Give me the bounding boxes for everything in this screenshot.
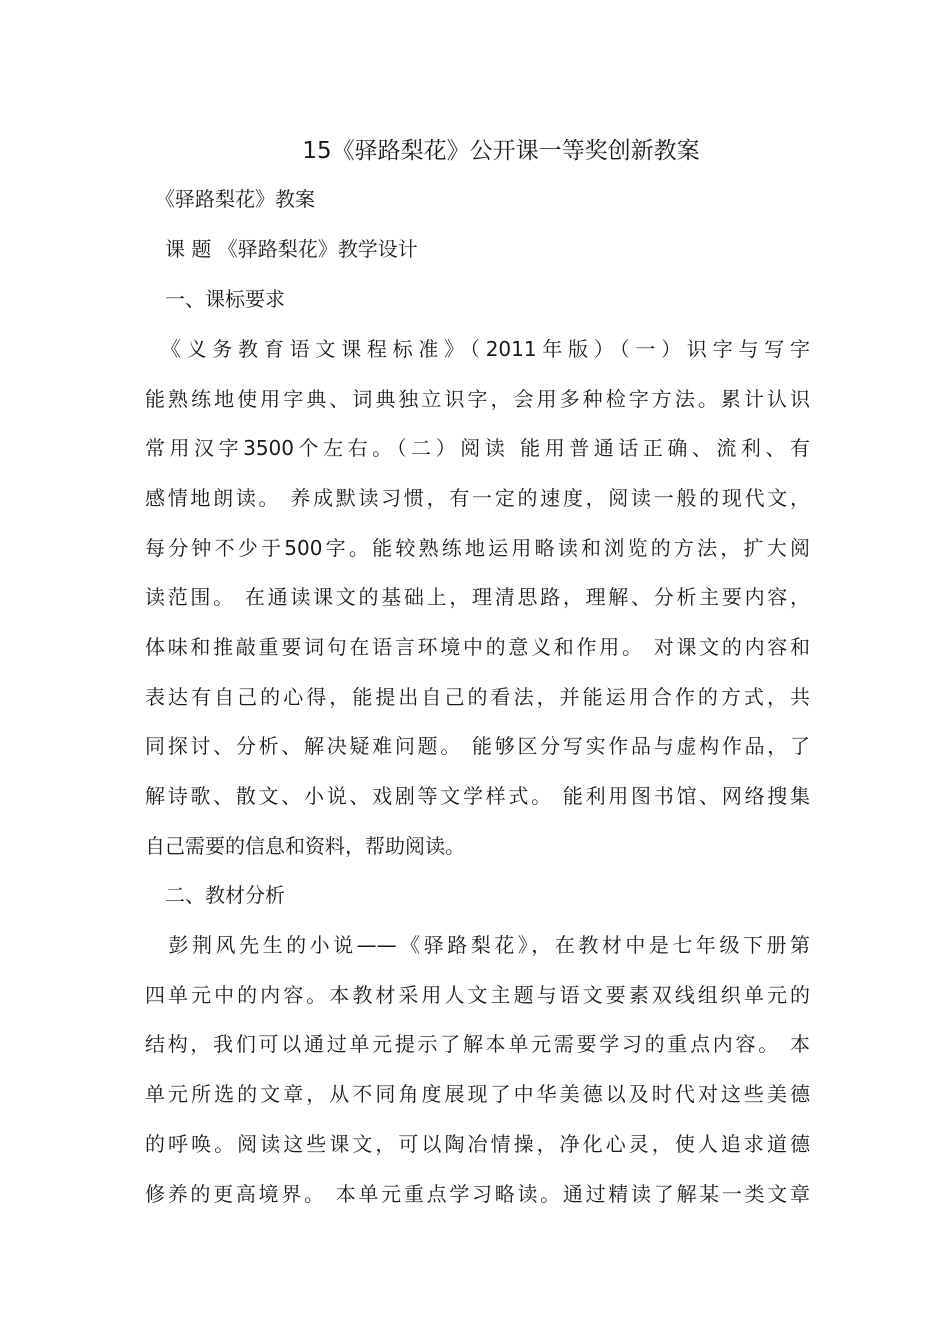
text-line: 表达有自己的心得，能提出自己的看法，并能运用合作的方式，共 [145, 685, 810, 709]
text-line: 《驿路梨花》教案 [145, 187, 315, 211]
document-title: 15《驿路梨花》公开课一等奖创新教案 [302, 138, 700, 164]
text-line: 单元所选的文章，从不同角度展现了中华美德以及时代对这些美德 [145, 1082, 810, 1106]
text-line: 常用汉字3500个左右。（二）阅读 能用普通话正确、流利、有 [145, 436, 810, 460]
text-line: 课 题 《驿路梨花》教学设计 [145, 237, 418, 261]
text-line: 体味和推敲重要词句在语言环境中的意义和作用。 对课文的内容和 [145, 635, 810, 659]
text-line: 《义务教育语文课程标准》（2011年版）（一）识字与写字 [145, 337, 810, 361]
section-heading: 二、教材分析 [145, 883, 285, 907]
text-line: 解诗歌、散文、小说、戏剧等文学样式。 能利用图书馆、网络搜集 [145, 784, 810, 808]
text-line: 彭荆风先生的小说——《驿路梨花》，在教材中是七年级下册第 [145, 933, 810, 957]
text-line: 自己需要的信息和资料，帮助阅读。 [145, 834, 465, 858]
text-line: 结构，我们可以通过单元提示了解本单元需要学习的重点内容。 本 [145, 1032, 810, 1056]
section-heading: 一、课标要求 [145, 287, 285, 311]
text-line: 读范围。 在通读课文的基础上，理清思路，理解、分析主要内容， [145, 585, 810, 609]
text-line: 修养的更高境界。 本单元重点学习略读。通过精读了解某一类文章 [145, 1182, 810, 1206]
text-line: 感情地朗读。 养成默读习惯，有一定的速度，阅读一般的现代文， [145, 486, 810, 510]
text-line: 四单元中的内容。本教材采用人文主题与语文要素双线组织单元的 [145, 983, 810, 1007]
text-line: 同探讨、分析、解决疑难问题。 能够区分写实作品与虚构作品，了 [145, 734, 810, 758]
text-line: 每分钟不少于500字。能较熟练地运用略读和浏览的方法，扩大阅 [145, 536, 810, 560]
text-line: 的呼唤。阅读这些课文，可以陶冶情操，净化心灵，使人追求道德 [145, 1132, 810, 1156]
text-line: 能熟练地使用字典、词典独立识字，会用多种检字方法。累计认识 [145, 387, 810, 411]
